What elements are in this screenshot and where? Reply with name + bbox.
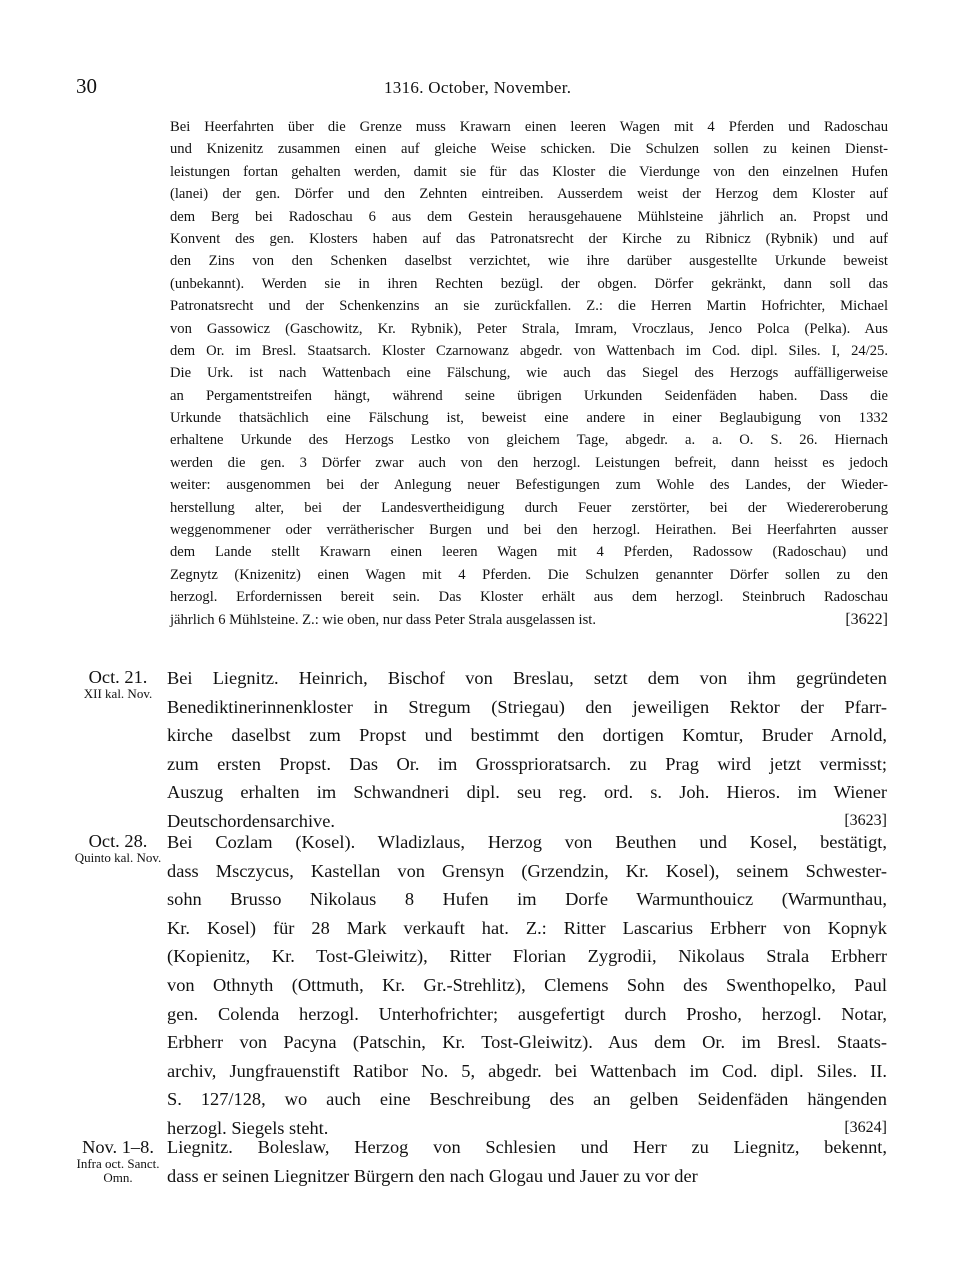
text-line — [170, 318, 888, 340]
line-text: Urkunde thatsächlich eine Fälschung ist, beweist eine andere in einer Beglaubigung von 1332 — [170, 410, 888, 427]
text-line — [170, 362, 888, 384]
text-line — [170, 250, 888, 272]
line-text: dem Or. im Bresl. Staatsarch. Kloster Czarnowanz abgedr. von Wattenbach im Cod. dipl. Siles. I, 24/25. — [170, 342, 888, 359]
line-text: und Knizenitz zusammen einen auf gleiche Weise schicken. Die Schulzen sollen zu keinen Dienst- — [170, 141, 888, 158]
line-text: weiter: ausgenommen bei der Anlegung neuer Befestigungen zum Wohle des Landes, der Wieder- — [170, 477, 888, 494]
line-text: Liegnitz. Boleslaw, Herzog von Schlesien und Herr zu Liegnitz, bekennt, — [167, 1137, 887, 1157]
text-line — [167, 778, 887, 807]
text-line — [170, 452, 888, 474]
line-text: (Kopienitz, Kr. Tost-Gleiwitz), Ritter Florian Zygrodii, Nikolaus Strala Erbherr — [167, 946, 887, 967]
regest-entry — [167, 664, 887, 836]
continuation-note — [170, 116, 888, 631]
line-text: dass er seinen Liegnitzer Bürgern den nach Glogau und Jauer zu vor der — [167, 1165, 698, 1186]
text-line — [170, 340, 888, 362]
text-line — [170, 497, 888, 519]
date-roman: Infra oct. Sanct. Omn. — [76, 1156, 160, 1185]
line-text: herzogl. Siegels steht. — [167, 1117, 329, 1138]
line-text: den Zins von den Schenken daselbst verzichtet, wie ihre darüber ausgestellte Urkunde beweist — [170, 253, 888, 270]
line-text: Patronatsrecht und der Schenkenzins an sie zurückfallen. Z.: die Herren Martin Hofrichter, Michael — [170, 298, 888, 315]
date-label: Oct. 28. — [88, 831, 148, 851]
text-line — [170, 273, 888, 295]
page-number: 30 — [76, 74, 97, 98]
text-line — [167, 828, 887, 857]
line-text: Konvent des gen. Klosters haben auf das Patronatsrecht der Kirche zu Ribnicz (Rybnik) und auf — [170, 230, 888, 247]
line-text: archiv, Jungfrauenstift Ratibor No. 5, abgedr. bei Wattenbach im Cod. dipl. Siles. II. — [167, 1060, 887, 1081]
text-line — [167, 971, 887, 1000]
text-line — [170, 586, 888, 608]
text-line — [170, 161, 888, 183]
date-roman: Quinto kal. Nov. — [74, 850, 162, 865]
text-line — [167, 1028, 887, 1057]
line-text: Auszug erhalten im Schwandneri dipl. seu reg. ord. s. Joh. Hieros. im Wiener — [167, 782, 887, 803]
text-line — [167, 1000, 887, 1029]
line-text: Bei Heerfahrten über die Grenze muss Krawarn einen leeren Wagen mit 4 Pferden und Radoschau — [170, 119, 888, 135]
line-text: an Pergamentstreifen hängt, während seine übrigen Urkunden Seidenfäden haben. Dass die — [170, 387, 888, 404]
line-text: weggenommener oder verrätherischer Burgen und bei den herzogl. Heirathen. Bei Heerfahrten ausser — [170, 522, 888, 539]
line-text: leistungen fortan gehalten werden, damit sie für das Kloster die Vierdunge von den einzelnen Hufen — [170, 163, 888, 180]
line-text: Deutschordensarchive. — [167, 810, 336, 831]
text-line — [170, 564, 888, 586]
text-line — [167, 721, 887, 750]
line-text: (lanei) der gen. Dörfer und den Zehnten eintreiben. Ausserdem weist der Herzog dem Kloster auf — [170, 186, 888, 203]
reference-number: [3624] — [844, 1118, 887, 1136]
line-text: dem Berg bei Radoschau 6 aus dem Gestein herausgehauene Mühlsteine jährlich an. Propst und — [170, 208, 888, 225]
line-text: Zegnytz (Knizenitz) einen Wagen mit 4 Pferden. Die Schulzen genannter Dörfer sollen zu den — [170, 566, 888, 583]
line-text: Kr. Kosel) für 28 Mark verkauft hat. Z.: Ritter Lascarius Erbherr von Kopnyk — [167, 917, 887, 938]
text-line — [167, 750, 887, 779]
line-text: Benediktinerinnenkloster in Stregum (Striegau) den jeweiligen Rektor der Pfarr- — [167, 696, 887, 717]
line-text: herstellung alter, bei der Landesvertheidigung durch Feuer zerstörter, bei der Wiedereroberung — [170, 499, 888, 516]
line-text: erhaltene Urkunde des Herzogs Lestko von gleichem Tage, abgedr. a. a. O. S. 26. Hiernach — [170, 432, 888, 449]
line-text: Erbherr von Pacyna (Patschin, Kr. Tost-Gleiwitz). Aus dem Or. im Bresl. Staats- — [167, 1032, 887, 1053]
text-line — [170, 519, 888, 541]
date-roman: XII kal. Nov. — [83, 686, 153, 701]
line-text: jährlich 6 Mühlsteine. Z.: wie oben, nur dass Peter Strala ausgelassen ist. — [170, 611, 596, 628]
text-line — [170, 295, 888, 317]
line-text: herzogl. Erfordernissen bereit sein. Das Kloster erhält aus dem herzogl. Steinbruch Radoschau — [170, 589, 888, 606]
text-line — [170, 429, 888, 451]
text-line — [170, 138, 888, 160]
text-line — [167, 664, 887, 693]
line-text: werden die gen. 3 Dörfer zwar auch von den herzogl. Leistungen befreit, dann heisst es jedoch — [170, 454, 888, 471]
line-text: (unbekannt). Werden sie in ihren Rechten bezügl. der obgen. Dörfer gekränkt, dann soll das — [170, 275, 888, 292]
text-line — [167, 1085, 887, 1114]
reference-number: [3622] — [845, 610, 888, 628]
line-text: gen. Colenda herzogl. Unterhofrichter; ausgefertigt durch Prosho, herzogl. Notar, — [167, 1003, 887, 1024]
line-text: von Othnyth (Ottmuth, Kr. Gr.-Strehlitz), Clemens Sohn des Swenthopelko, Paul — [167, 974, 887, 995]
text-line — [167, 1133, 887, 1162]
line-text: dass Msczycus, Kastellan von Grensyn (Grzendzin, Kr. Kosel), seinem Schwester- — [167, 860, 887, 881]
text-line — [170, 474, 888, 496]
entry-date — [70, 667, 166, 701]
line-text: dem Lande stellt Krawarn einen leeren Wagen mit 4 Pferden, Radossow (Radoschau) und — [170, 544, 888, 561]
line-text: sohn Brusso Nikolaus 8 Hufen im Dorfe Warmunthouicz (Warmunthau, — [167, 889, 887, 910]
line-text: kirche daselbst zum Propst und bestimmt den dortigen Komtur, Bruder Arnold, — [167, 725, 887, 746]
text-line — [167, 1057, 887, 1086]
date-label: Nov. 1–8. — [82, 1137, 154, 1157]
text-line — [170, 609, 888, 631]
regest-entry — [167, 828, 887, 1143]
line-text: zum ersten Propst. Das Or. im Grossprioratsarch. zu Prag wird jetzt vermisst; — [167, 753, 887, 774]
text-line — [167, 857, 887, 886]
date-label: Oct. 21. — [88, 667, 148, 687]
text-line — [170, 206, 888, 228]
line-text: Die Urk. ist nach Wattenbach eine Fälschung, wie auch das Siegel des Herzogs auffälligerweise — [170, 365, 888, 382]
line-text: Bei Liegnitz. Heinrich, Bischof von Breslau, setzt dem von ihm gegründeten — [167, 668, 887, 688]
text-line — [167, 942, 887, 971]
text-line — [167, 914, 887, 943]
text-line — [167, 1162, 887, 1191]
line-text: von Gassowicz (Gaschowitz, Kr. Rybnik), Peter Strala, Imram, Vroczlaus, Jenco Polca (Pelka). Aus — [170, 320, 888, 337]
reference-number: [3623] — [844, 811, 887, 829]
text-line — [170, 228, 888, 250]
text-line — [170, 385, 888, 407]
text-line — [170, 183, 888, 205]
text-line — [170, 116, 888, 138]
entry-date — [70, 831, 166, 865]
text-line — [170, 541, 888, 563]
regest-entry — [167, 1133, 887, 1190]
line-text: Bei Cozlam (Kosel). Wladizlaus, Herzog von Beuthen und Kosel, bestätigt, — [167, 832, 887, 852]
text-line — [170, 407, 888, 429]
running-head: 1316. October, November. — [384, 78, 572, 97]
text-line — [167, 693, 887, 722]
line-text: S. 127/128, wo auch eine Beschreibung des an gelben Seidenfäden hängenden — [167, 1089, 887, 1110]
text-line — [167, 885, 887, 914]
entry-date — [70, 1137, 166, 1185]
